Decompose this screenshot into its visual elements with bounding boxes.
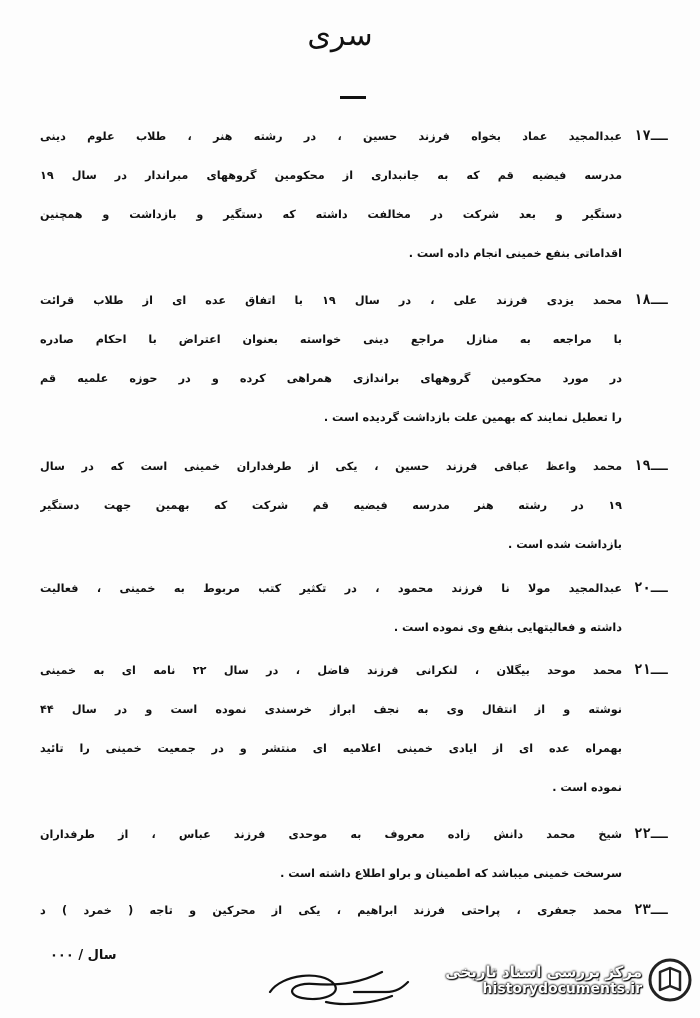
entry-number: ۲۰ــ [634, 580, 668, 596]
entry-line: عبدالمجید مولا نا فرزند محمود ، در تکثیر کتب مربوط به خمینی ، فعالیت [40, 582, 622, 595]
entry-line: شیخ محمد دانش زاده معروف به موحدی فرزند عباس ، از طرفداران [40, 828, 622, 841]
archive-watermark [445, 958, 692, 1002]
entry-18 [40, 292, 680, 448]
entry-line: نوشته و از انتقال وی به نجف ابراز خرسندی نموده است و در سال ۴۴ [40, 703, 622, 716]
watermark-text [445, 963, 642, 997]
entry-body [40, 662, 622, 818]
entry-number: ۲۳ــ [634, 902, 668, 918]
entry-body [40, 128, 622, 284]
entry-23 [40, 902, 680, 941]
entry-number: ۲۱ــ [634, 662, 668, 678]
entry-line: محمد جعفری ، پراحتی فرزند ابراهیم ، یکی از محرکین و تاجه ( خمرد ) د [40, 904, 622, 917]
entry-line: بهمراه عده ای از ایادی خمینی اعلامیه ای منتشر و در جمعیت خمینی را تائید [40, 742, 622, 755]
entry-number: ۱۸ــ [634, 292, 668, 308]
entry-line: محمد موحد بیگلان ، لنکرانی فرزند فاضل ، در سال ۲۲ نامه ای به خمینی [40, 664, 622, 677]
entry-body [40, 826, 622, 904]
entry-line: محمد واعظ عباقی فرزند حسین ، یکی از طرفداران خمینی است که در سال [40, 460, 622, 473]
entry-body [40, 458, 622, 575]
entry-number: ۲۲ــ [634, 826, 668, 842]
entry-line: بازداشت شده است . [508, 538, 622, 551]
entry-17 [40, 128, 680, 284]
entry-line: سرسخت خمینی میباشد که اطمینان و براو اطلاع داشته است . [280, 867, 622, 880]
entry-21 [40, 662, 680, 818]
entry-line: در مورد محکومین گروههای براندازی همراهی کرده و در حوزه علمیه قم [40, 372, 622, 385]
header-divider [340, 96, 366, 99]
entry-line: محمد یزدی فرزند علی ، در سال ۱۹ با اتفاق عده ای از طلاب قرائت [40, 294, 622, 307]
entry-line: ۱۹ در رشته هنر مدرسه فیضیه قم شرکت که بهمین جهت دستگیر [40, 499, 622, 512]
entry-line: مدرسه فیضیه قم که به جانبداری از محکومین گروههای مبراندار در سال ۱۹ [40, 169, 622, 182]
entry-line: عبدالمجید عماد بخواه فرزند حسین ، در رشته هنر ، طلاب علوم دینی [40, 130, 622, 143]
entry-line: را تعطیل نمایند که بهمین علت بازداشت گردیده است . [323, 411, 622, 424]
signature-mark [262, 962, 412, 1010]
entry-line: با مراجعه به منازل مراجع دینی خواسته بعنوان اعتراض با احکام صادره [40, 333, 622, 346]
entry-20 [40, 580, 680, 658]
entry-body [40, 580, 622, 658]
archive-logo-icon [648, 958, 692, 1002]
watermark-url: historydocuments.ir [482, 981, 642, 997]
entry-19 [40, 458, 680, 575]
entry-line: اقداماتی بنفع خمینی انجام داده است . [408, 247, 622, 260]
entry-body [40, 902, 622, 941]
entry-line: دستگیر و بعد شرکت در مخالفت داشته که دستگیر و بازداشت و همچنین [40, 208, 622, 221]
entry-line: داشته و فعالیتهایی بنفع وی نموده است . [393, 621, 622, 634]
watermark-title: مرکز بررسی اسناد تاریخی [445, 963, 642, 981]
entry-line: نموده است . [552, 781, 622, 794]
entry-number: ۱۹ــ [634, 458, 668, 474]
entry-number: ۱۷ــ [634, 128, 668, 144]
entry-22 [40, 826, 680, 904]
page-title: سری [307, 18, 373, 53]
entry-body [40, 292, 622, 448]
footer-year-label: سال / ۰۰۰ [50, 948, 117, 963]
